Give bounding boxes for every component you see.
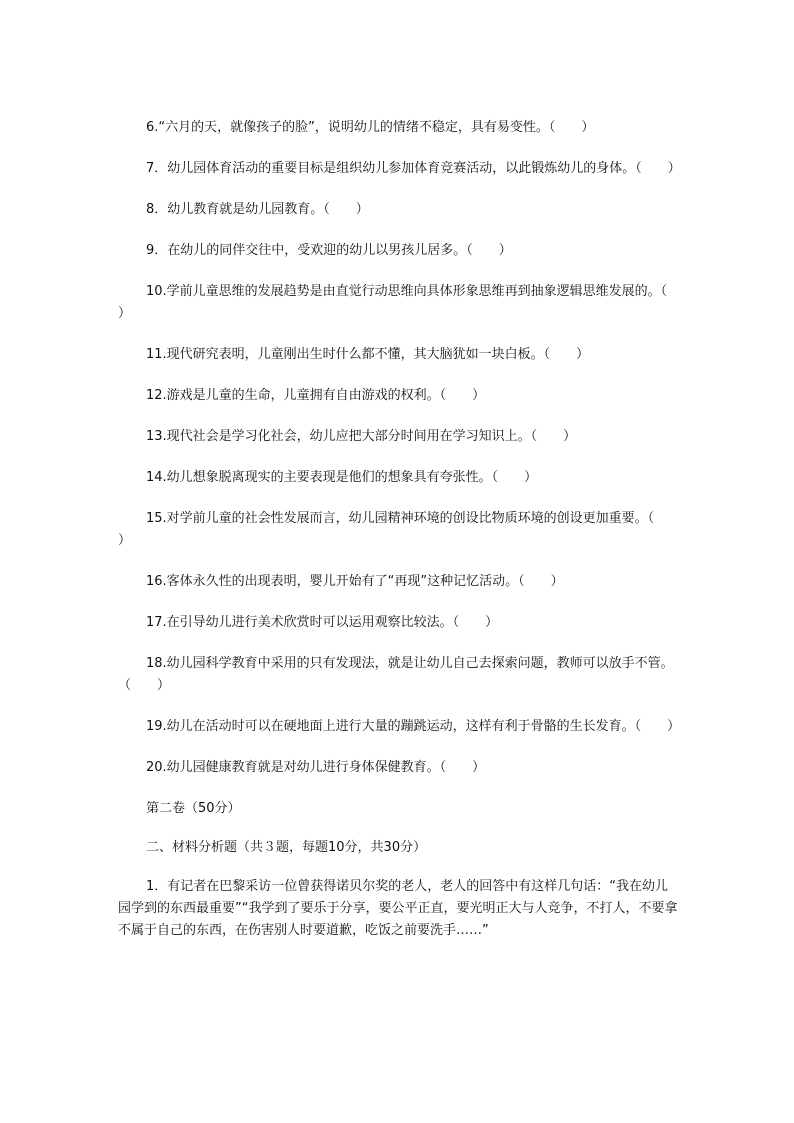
question-15: 15.对学前儿童的社会性发展而言，幼儿园精神环境的创设比物质环境的创设更加重要。（ ）	[118, 511, 681, 548]
question-12: 12.游戏是儿童的生命，儿童拥有自由游戏的权利。（ ）	[146, 388, 486, 403]
question-17: 17.在引导幼儿进行美术欣赏时可以运用观察比较法。（ ）	[146, 615, 499, 630]
material-question-1: 1．有记者在巴黎采访一位曾获得诺贝尔奖的老人，老人的回答中有这样几句话：“我在幼儿园学到的东西最重要”“我学到了要乐于分享，要公平正直，要光明正大与人竞争，不打人，不要拿不属于自己的东西，在伤害别人时要道歉，吃饭之前要洗手……”	[118, 879, 678, 938]
document-page	[118, 117, 694, 942]
question-18: 18.幼儿园科学教育中采用的只有发现法，就是让幼儿自己去探索问题，教师可以放手不管。（ ）	[118, 656, 674, 693]
part-heading: 二、材料分析题（共３题，每题10分，共30分）	[146, 840, 427, 855]
question-13: 13.现代社会是学习化社会，幼儿应把大部分时间用在学习知识上。（ ）	[146, 429, 577, 444]
question-8: 8．幼儿教育就是幼儿园教育。（ ）	[146, 202, 369, 217]
question-14: 14.幼儿想象脱离现实的主要表现是他们的想象具有夸张性。（ ）	[146, 470, 538, 485]
question-16: 16.客体永久性的出现表明，婴儿开始有了“再现”这种记忆活动。（ ）	[146, 574, 564, 589]
question-10: 10.学前儿童思维的发展趋势是由直觉行动思维向具体形象思维再到抽象逻辑思维发展的。（ ）	[118, 284, 694, 321]
question-9: 9．在幼儿的同伴交往中，受欢迎的幼儿以男孩儿居多。（ ）	[146, 243, 512, 258]
question-19: 19.幼儿在活动时可以在硬地面上进行大量的蹦跳运动，这样有利于骨骼的生长发育。（ ）	[146, 719, 681, 734]
question-7: 7．幼儿园体育活动的重要目标是组织幼儿参加体育竞赛活动，以此锻炼幼儿的身体。（ ）	[146, 161, 681, 176]
question-11: 11.现代研究表明，儿童刚出生时什么都不懂，其大脑犹如一块白板。（ ）	[146, 347, 590, 362]
section-title: 第二卷（50分）	[146, 801, 241, 816]
question-6: 6.“六月的天，就像孩子的脸”，说明幼儿的情绪不稳定，具有易变性。（ ）	[146, 120, 595, 135]
question-20: 20.幼儿园健康教育就是对幼儿进行身体保健教育。（ ）	[146, 760, 486, 775]
